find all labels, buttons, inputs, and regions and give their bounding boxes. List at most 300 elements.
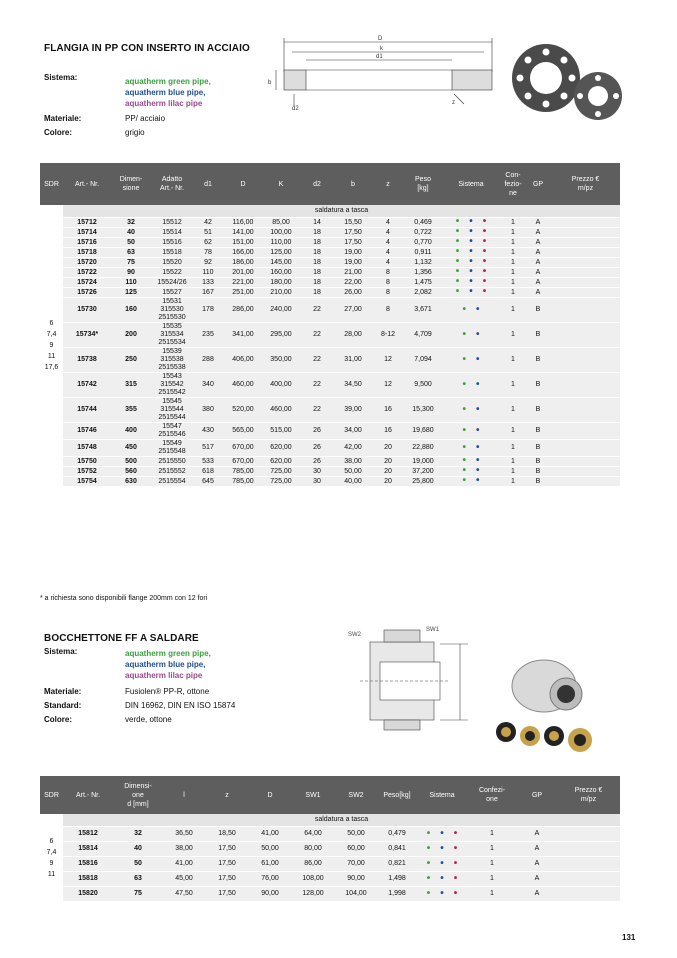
K: 110,00 (263, 238, 299, 248)
table2-header: SW2 (335, 776, 377, 814)
system-dot: • (469, 226, 473, 237)
peso: 1,998 (377, 887, 417, 902)
materiale-value: PP/ acciaio (125, 114, 166, 123)
confezione: 1 (501, 373, 525, 398)
table-row (40, 288, 620, 298)
system-dot: • (455, 276, 460, 287)
table-row (40, 218, 620, 228)
D: 141,00 (223, 228, 263, 238)
sistema-dots (441, 323, 501, 348)
footnote: * a richiesta sono disponibili flange 200mm con 12 fori (40, 595, 208, 602)
sw2: 104,00 (335, 887, 377, 902)
sistema-dots (441, 288, 501, 298)
system-dot: • (462, 465, 466, 476)
gp: A (517, 842, 557, 857)
d2: 22 (299, 298, 335, 323)
system-dot: • (482, 236, 487, 247)
table-row (40, 238, 620, 248)
K: 725,00 (263, 477, 299, 487)
table2-header: SDR (40, 776, 63, 814)
sistema2-values (125, 648, 211, 681)
D: 341,00 (223, 323, 263, 348)
d2: 18 (299, 268, 335, 278)
system-dot: • (455, 286, 460, 297)
table-row (40, 268, 620, 278)
system-dot: • (455, 236, 460, 247)
art-nr: 15738 (63, 348, 111, 373)
K: 240,00 (263, 298, 299, 323)
prezzo (551, 477, 620, 487)
system-dot: • (476, 455, 480, 466)
sw2: 70,00 (335, 857, 377, 872)
dimensione: 40 (111, 228, 151, 238)
dimensione: 125 (111, 288, 151, 298)
table-row (40, 440, 620, 457)
system2-blue: aquatherm blue pipe, (125, 660, 206, 669)
d1: 62 (193, 238, 223, 248)
d2: 22 (299, 323, 335, 348)
system-blue: aquatherm blue pipe, (125, 88, 206, 97)
dim-sw1: SW1 (426, 627, 440, 633)
adatto-art-nr: 15535 315534 2515534 (151, 323, 193, 348)
system-dot: • (476, 378, 480, 390)
gp: A (525, 258, 551, 268)
prezzo (551, 228, 620, 238)
confezione: 1 (467, 887, 517, 902)
sw1: 86,00 (291, 857, 335, 872)
adatto-art-nr: 15547 2515546 (151, 423, 193, 440)
art-nr: 15720 (63, 258, 111, 268)
union-table (40, 776, 620, 902)
prezzo (551, 323, 620, 348)
system-dot: • (462, 455, 466, 466)
D: 201,00 (223, 268, 263, 278)
materiale2-label: Materiale: (44, 687, 82, 696)
K: 160,00 (263, 268, 299, 278)
d1: 92 (193, 258, 223, 268)
dim-d1: d1 (376, 54, 383, 60)
sistema-dots (417, 872, 467, 887)
sistema-dots (417, 842, 467, 857)
table1-header: Prezzo € m/pz (551, 163, 620, 205)
system-dot: • (462, 378, 466, 390)
prezzo (557, 887, 620, 902)
colore2-label: Colore: (44, 715, 72, 724)
system-dot: • (426, 842, 431, 854)
dimensione: 32 (113, 827, 163, 842)
confezione: 1 (501, 218, 525, 228)
art-nr: 15746 (63, 423, 111, 440)
art-nr: 15744 (63, 398, 111, 423)
system-dot: • (476, 328, 480, 340)
b: 22,00 (335, 278, 371, 288)
D: 520,00 (223, 398, 263, 423)
l: 47,50 (163, 887, 205, 902)
adatto-art-nr: 2515554 (151, 477, 193, 487)
d1: 517 (193, 440, 223, 457)
table-row (40, 323, 620, 348)
d1: 618 (193, 467, 223, 477)
b: 21,00 (335, 268, 371, 278)
l: 36,50 (163, 827, 205, 842)
peso: 1,132 (405, 258, 441, 268)
d1: 110 (193, 268, 223, 278)
z: 12 (371, 373, 405, 398)
d2: 18 (299, 288, 335, 298)
dimensione: 200 (111, 323, 151, 348)
adatto-art-nr: 15516 (151, 238, 193, 248)
adatto-art-nr: 15539 315538 2515538 (151, 348, 193, 373)
d2: 22 (299, 373, 335, 398)
table2-header: SW1 (291, 776, 335, 814)
dim-D: D (378, 36, 383, 42)
peso: 3,671 (405, 298, 441, 323)
peso: 25,800 (405, 477, 441, 487)
d2: 26 (299, 423, 335, 440)
D: 90,00 (249, 887, 291, 902)
gp: B (525, 457, 551, 467)
art-nr: 15742 (63, 373, 111, 398)
sistema-dots (441, 440, 501, 457)
z: 16 (371, 398, 405, 423)
z: 17,50 (205, 857, 249, 872)
sistema-dots (441, 477, 501, 487)
table2-header: D (249, 776, 291, 814)
dimensione: 630 (111, 477, 151, 487)
dimensione: 63 (113, 872, 163, 887)
art-nr: 15748 (63, 440, 111, 457)
K: 125,00 (263, 248, 299, 258)
b: 17,50 (335, 228, 371, 238)
peso: 7,094 (405, 348, 441, 373)
gp: A (525, 238, 551, 248)
adatto-art-nr: 15527 (151, 288, 193, 298)
gp: B (525, 348, 551, 373)
z: 17,50 (205, 887, 249, 902)
sdr-cell: 6 7,4 9 11 (40, 814, 63, 902)
K: 145,00 (263, 258, 299, 268)
sistema2-label: Sistema: (44, 647, 78, 656)
prezzo (551, 268, 620, 278)
prezzo (551, 298, 620, 323)
dimensione: 63 (111, 248, 151, 258)
dimensione: 560 (111, 467, 151, 477)
system-dot: • (453, 887, 458, 899)
confezione: 1 (501, 268, 525, 278)
peso: 0,770 (405, 238, 441, 248)
system-dot: • (462, 353, 466, 365)
colore-value: grigio (125, 128, 145, 137)
D: 221,00 (223, 278, 263, 288)
gp: B (525, 398, 551, 423)
peso: 0,469 (405, 218, 441, 228)
z: 18,50 (205, 827, 249, 842)
system-dot: • (426, 827, 431, 839)
system-dot: • (469, 276, 473, 287)
gp: A (517, 857, 557, 872)
prezzo (551, 258, 620, 268)
table1-header: Peso [kg] (405, 163, 441, 205)
gp: B (525, 423, 551, 440)
sistema-dots (441, 467, 501, 477)
sw1: 128,00 (291, 887, 335, 902)
art-nr: 15714 (63, 228, 111, 238)
sw1: 108,00 (291, 872, 335, 887)
system-dot: • (455, 246, 460, 257)
table2-header: Peso[kg] (377, 776, 417, 814)
d2: 18 (299, 248, 335, 258)
sw2: 90,00 (335, 872, 377, 887)
z: 8 (371, 288, 405, 298)
gp: A (517, 872, 557, 887)
b: 50,00 (335, 467, 371, 477)
d2: 18 (299, 228, 335, 238)
confezione: 1 (501, 423, 525, 440)
dimensione: 315 (111, 373, 151, 398)
prezzo (557, 842, 620, 857)
K: 180,00 (263, 278, 299, 288)
system-dot: • (476, 353, 480, 365)
table-row (40, 278, 620, 288)
dimensione: 90 (111, 268, 151, 278)
K: 350,00 (263, 348, 299, 373)
l: 41,00 (163, 857, 205, 872)
system-dot: • (440, 887, 444, 899)
sw1: 80,00 (291, 842, 335, 857)
system-dot: • (455, 256, 460, 267)
colore-label: Colore: (44, 128, 72, 137)
d1: 430 (193, 423, 223, 440)
dimensione: 50 (113, 857, 163, 872)
system-dot: • (482, 266, 487, 277)
system-dot: • (482, 246, 487, 257)
gp: A (525, 278, 551, 288)
K: 100,00 (263, 228, 299, 238)
art-nr: 15722 (63, 268, 111, 278)
dimensione: 450 (111, 440, 151, 457)
K: 620,00 (263, 457, 299, 467)
system-dot: • (462, 424, 466, 436)
subheader: saldatura a tasca (63, 205, 620, 218)
table1-header: Sistema (441, 163, 501, 205)
z: 20 (371, 440, 405, 457)
system-dot: • (469, 256, 473, 267)
system-dot: • (440, 857, 444, 869)
dim-z: z (452, 100, 455, 106)
D: 286,00 (223, 298, 263, 323)
prezzo (551, 238, 620, 248)
art-nr: 15724 (63, 278, 111, 288)
b: 27,00 (335, 298, 371, 323)
z: 20 (371, 477, 405, 487)
confezione: 1 (501, 248, 525, 258)
b: 26,00 (335, 288, 371, 298)
z: 20 (371, 457, 405, 467)
table-row (40, 467, 620, 477)
b: 34,50 (335, 373, 371, 398)
prezzo (551, 218, 620, 228)
system-dot: • (426, 887, 431, 899)
d1: 235 (193, 323, 223, 348)
confezione: 1 (467, 872, 517, 887)
system-dot: • (476, 475, 480, 486)
K: 515,00 (263, 423, 299, 440)
art-nr: 15750 (63, 457, 111, 467)
z: 4 (371, 218, 405, 228)
adatto-art-nr: 2515552 (151, 467, 193, 477)
z: 20 (371, 467, 405, 477)
sw1: 64,00 (291, 827, 335, 842)
system-dot: • (453, 827, 458, 839)
materiale2-value: Fusiolen® PP-R, ottone (125, 687, 210, 696)
table-row (40, 872, 620, 887)
peso: 0,821 (377, 857, 417, 872)
sistema-dots (441, 298, 501, 323)
dimensione: 50 (111, 238, 151, 248)
adatto-art-nr: 15543 315542 2515542 (151, 373, 193, 398)
system-dot: • (455, 216, 460, 227)
table-row (40, 348, 620, 373)
d1: 178 (193, 298, 223, 323)
D: 50,00 (249, 842, 291, 857)
gp: B (525, 373, 551, 398)
dimensione: 40 (113, 842, 163, 857)
adatto-art-nr: 15545 315544 2515544 (151, 398, 193, 423)
prezzo (551, 348, 620, 373)
table2-header: Dimensi- one d [mm] (113, 776, 163, 814)
peso: 4,709 (405, 323, 441, 348)
adatto-art-nr: 15514 (151, 228, 193, 238)
confezione: 1 (501, 348, 525, 373)
peso: 2,082 (405, 288, 441, 298)
confezione: 1 (501, 323, 525, 348)
confezione: 1 (467, 857, 517, 872)
gp: A (525, 268, 551, 278)
sw2: 50,00 (335, 827, 377, 842)
confezione: 1 (501, 298, 525, 323)
confezione: 1 (501, 440, 525, 457)
table-row (40, 842, 620, 857)
D: 41,00 (249, 827, 291, 842)
peso: 15,300 (405, 398, 441, 423)
table1-header: SDR (40, 163, 63, 205)
system-dot: • (453, 857, 458, 869)
adatto-art-nr: 15531 315530 2515530 (151, 298, 193, 323)
system-dot: • (440, 842, 444, 854)
peso: 0,722 (405, 228, 441, 238)
D: 166,00 (223, 248, 263, 258)
table1-header: GP (525, 163, 551, 205)
d2: 14 (299, 218, 335, 228)
D: 251,00 (223, 288, 263, 298)
d1: 645 (193, 477, 223, 487)
adatto-art-nr: 15549 2515548 (151, 440, 193, 457)
flange-drawing (268, 32, 498, 114)
gp: A (525, 288, 551, 298)
confezione: 1 (501, 288, 525, 298)
art-nr: 15726 (63, 288, 111, 298)
system-dot: • (462, 328, 466, 340)
b: 31,00 (335, 348, 371, 373)
gp: B (525, 298, 551, 323)
art-nr: 15812 (63, 827, 113, 842)
D: 565,00 (223, 423, 263, 440)
system-dot: • (469, 216, 473, 227)
gp: A (517, 887, 557, 902)
peso: 1,356 (405, 268, 441, 278)
sistema-dots (441, 348, 501, 373)
system-dot: • (426, 872, 431, 884)
dim-k: k (380, 46, 383, 52)
d2: 26 (299, 440, 335, 457)
art-nr: 15820 (63, 887, 113, 902)
dim-d2: d2 (292, 106, 299, 112)
table2-header: Confezi- one (467, 776, 517, 814)
union-photo (486, 636, 606, 756)
table-row (40, 373, 620, 398)
table1-header: d1 (193, 163, 223, 205)
table2-subheader-row (40, 814, 620, 827)
art-nr: 15712 (63, 218, 111, 228)
z: 4 (371, 248, 405, 258)
sistema-dots (441, 398, 501, 423)
adatto-art-nr: 2515550 (151, 457, 193, 467)
materiale-label: Materiale: (44, 114, 82, 123)
system-dot: • (482, 276, 487, 287)
peso: 22,880 (405, 440, 441, 457)
system2-lilac: aquatherm lilac pipe (125, 671, 203, 680)
art-nr: 15814 (63, 842, 113, 857)
dimensione: 110 (111, 278, 151, 288)
system-dot: • (455, 266, 460, 277)
table1-header: Art.- Nr. (63, 163, 111, 205)
art-nr: 15816 (63, 857, 113, 872)
table-row (40, 827, 620, 842)
z: 8 (371, 268, 405, 278)
z: 4 (371, 228, 405, 238)
gp: B (525, 323, 551, 348)
prezzo (551, 457, 620, 467)
prezzo (551, 278, 620, 288)
system-dot: • (453, 842, 458, 854)
page-number: 131 (622, 933, 636, 942)
dim-b: b (268, 80, 272, 86)
table1-header-row (40, 163, 620, 205)
d1: 167 (193, 288, 223, 298)
prezzo (551, 467, 620, 477)
d2: 22 (299, 348, 335, 373)
d1: 42 (193, 218, 223, 228)
d1: 340 (193, 373, 223, 398)
d1: 533 (193, 457, 223, 467)
d2: 30 (299, 467, 335, 477)
table2-header: Sistema (417, 776, 467, 814)
adatto-art-nr: 15524/26 (151, 278, 193, 288)
table-row (40, 477, 620, 487)
table2-header: Prezzo € m/pz (557, 776, 620, 814)
peso: 1,498 (377, 872, 417, 887)
system-dot: • (469, 286, 473, 297)
d1: 380 (193, 398, 223, 423)
table1-header: K (263, 163, 299, 205)
K: 460,00 (263, 398, 299, 423)
d2: 30 (299, 477, 335, 487)
prezzo (557, 872, 620, 887)
sistema-dots (417, 827, 467, 842)
l: 38,00 (163, 842, 205, 857)
peso: 19,680 (405, 423, 441, 440)
sistema-dots (417, 857, 467, 872)
